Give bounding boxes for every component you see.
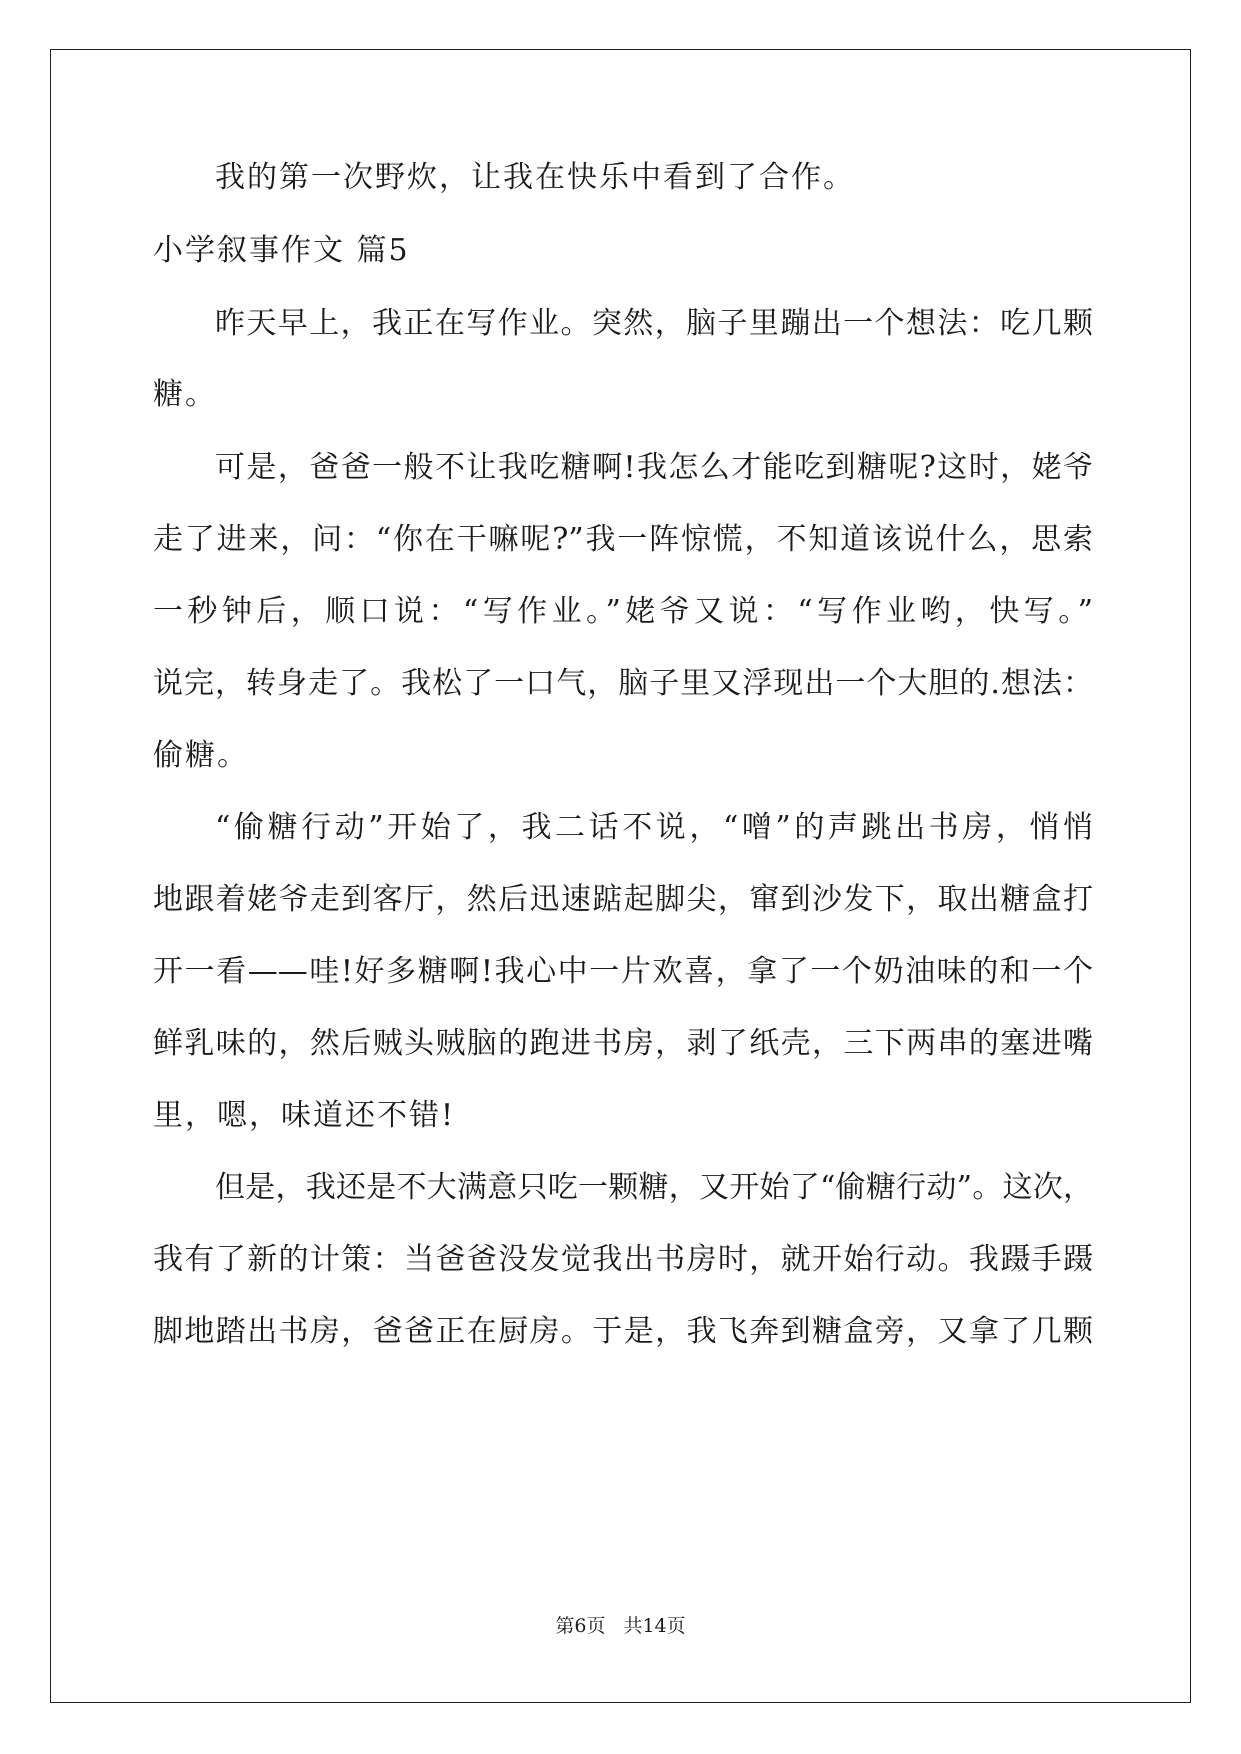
paragraph-line: 可是，爸爸一般不让我吃糖啊!我怎么才能吃到糖呢?这时，姥爷 [215,450,1093,485]
page-footer [0,1614,1241,1638]
paragraph-line: 我有了新的计策：当爸爸没发觉我出书房时，就开始行动。我蹑手蹑 [153,1242,1093,1277]
paragraph-line: 里，嗯，味道还不错! [153,1098,456,1133]
paragraph-line: 脚地踏出书房，爸爸正在厨房。于是，我飞奔到糖盒旁，又拿了几颗 [153,1314,1093,1349]
paragraph-line: 但是，我还是不大满意只吃一颗糖，又开始了“偷糖行动”。这次， [215,1170,1093,1205]
paragraph-line: 走了进来，问：“你在干嘛呢?”我一阵惊慌，不知道该说什么，思索 [153,522,1093,557]
paragraph-line: 地跟着姥爷走到客厅，然后迅速踮起脚尖，窜到沙发下，取出糖盒打 [153,882,1093,917]
paragraph-line: 我的第一次野炊，让我在快乐中看到了合作。 [215,160,855,195]
paragraph-line: 糖。 [153,377,217,412]
page-number: 第6页 [555,1615,606,1637]
page-total: 共14页 [623,1615,686,1637]
paragraph-line: 说完，转身走了。我松了一口气，脑子里又浮现出一个大胆的.想法： [153,666,1093,701]
paragraph-line: 偷糖。 [153,738,249,773]
paragraph-line: 昨天早上，我正在写作业。突然，脑子里蹦出一个想法：吃几颗 [215,306,1093,341]
paragraph-line: “偷糖行动”开始了，我二话不说，“噌”的声跳出书房，悄悄 [215,810,1093,845]
paragraph-line: 开一看——哇!好多糖啊!我心中一片欢喜，拿了一个奶油味的和一个 [153,954,1093,989]
paragraph-line: 一秒钟后，顺口说：“写作业。”姥爷又说：“写作业哟，快写。” [153,594,1093,629]
paragraph-line: 鲜乳味的，然后贼头贼脑的跑进书房，剥了纸壳，三下两串的塞进嘴 [153,1026,1093,1061]
page-border [50,49,1191,1703]
section-heading: 小学叙事作文 篇5 [153,233,410,268]
